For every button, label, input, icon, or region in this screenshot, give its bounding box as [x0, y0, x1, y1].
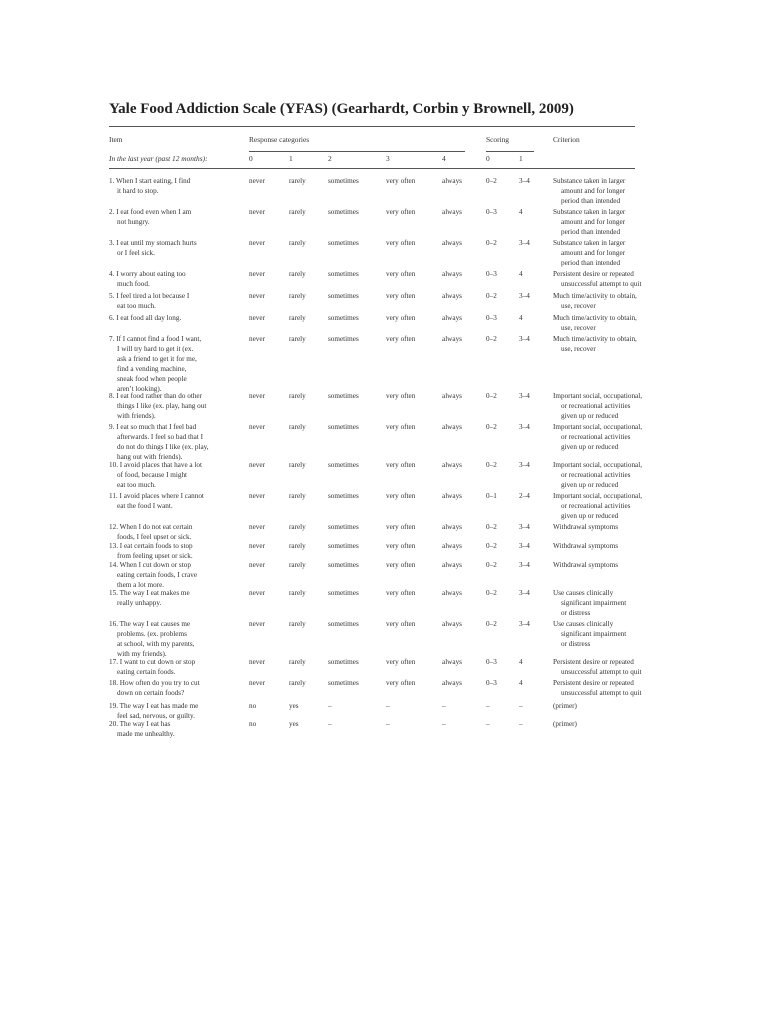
criterion-cell: Withdrawal symptoms [553, 542, 618, 550]
response-cell: very often [386, 542, 416, 550]
table-top-rule [109, 126, 635, 127]
criterion-cell: Persistent desire or repeated unsuccessful attempt to quit [553, 679, 642, 697]
scoring-cell: 3–4 [519, 335, 530, 343]
response-cell: never [249, 292, 265, 300]
criterion-cell: Use causes clinically significant impairment or distress [553, 589, 627, 617]
response-cell: rarely [289, 658, 306, 666]
response-cell: rarely [289, 335, 306, 343]
response-cell: rarely [289, 589, 306, 597]
header-bottom-rule [109, 168, 635, 169]
item-text: 1. When I start eating, I find it hard to stop. [109, 177, 191, 195]
response-cell: sometimes [328, 561, 359, 569]
scoring-cell: 0–1 [486, 492, 497, 500]
scoring-cell: 3–4 [519, 620, 530, 628]
response-col-header: 2 [328, 154, 332, 163]
response-cell: always [442, 270, 462, 278]
response-cell: always [442, 589, 462, 597]
response-cell: very often [386, 423, 416, 431]
item-text: 17. I want to cut down or stop eating certain foods. [109, 658, 196, 676]
criterion-cell: Important social, occupational, or recreational activities given up or reduced [553, 461, 643, 489]
response-cell: always [442, 542, 462, 550]
response-cell: sometimes [328, 679, 359, 687]
item-text: 14. When I cut down or stop eating certain foods, I crave them a lot more. [109, 561, 198, 589]
criterion-cell: Much time/activity to obtain, use, recover [553, 292, 637, 310]
scoring-cell: 4 [519, 679, 523, 687]
scoring-cell: 0–2 [486, 561, 497, 569]
response-cell: never [249, 314, 265, 322]
scoring-col-header: 1 [519, 154, 523, 163]
criterion-cell: Substance taken in larger amount and for longer period than intended [553, 239, 626, 267]
response-cell: sometimes [328, 335, 359, 343]
response-cell: sometimes [328, 542, 359, 550]
scoring-span-rule [486, 151, 534, 152]
response-cell: rarely [289, 423, 306, 431]
scoring-cell: – [519, 720, 523, 728]
criterion-cell: Persistent desire or repeated unsuccessful attempt to quit [553, 270, 642, 288]
response-cell: never [249, 177, 265, 185]
scoring-cell: 4 [519, 658, 523, 666]
response-cell: very often [386, 679, 416, 687]
scoring-cell: 3–4 [519, 392, 530, 400]
response-cell: never [249, 461, 265, 469]
response-col-header: 0 [249, 154, 253, 163]
scoring-cell: 0–3 [486, 679, 497, 687]
response-cell: always [442, 239, 462, 247]
item-text: 7. If I cannot find a food I want, I will try hard to get it (ex. ask a friend to get it for me, find a vending machine, sneak food when people aren’t looking). [109, 335, 202, 393]
response-cell: very often [386, 523, 416, 531]
item-text: 10. I avoid places that have a lot of food, because I might eat too much. [109, 461, 203, 489]
header-response-categories: Response categories [249, 135, 310, 144]
scoring-cell: 0–3 [486, 658, 497, 666]
response-cell: sometimes [328, 423, 359, 431]
scoring-cell: 0–3 [486, 208, 497, 216]
response-cell: sometimes [328, 620, 359, 628]
header-scoring: Scoring [486, 135, 509, 144]
response-cell: very often [386, 314, 416, 322]
response-cell: never [249, 239, 265, 247]
response-cell: always [442, 292, 462, 300]
scoring-cell: 3–4 [519, 292, 530, 300]
criterion-cell: Use causes clinically significant impairment or distress [553, 620, 627, 648]
response-cell: rarely [289, 292, 306, 300]
response-cell: very often [386, 292, 416, 300]
response-cell: never [249, 492, 265, 500]
scoring-cell: 0–2 [486, 239, 497, 247]
response-cell: yes [289, 702, 299, 710]
response-cell: sometimes [328, 589, 359, 597]
response-cell: always [442, 561, 462, 569]
response-cell: never [249, 270, 265, 278]
response-cell: rarely [289, 620, 306, 628]
response-cell: very often [386, 561, 416, 569]
scoring-cell: 3–4 [519, 239, 530, 247]
scoring-cell: 3–4 [519, 523, 530, 531]
scoring-cell: 4 [519, 314, 523, 322]
response-cell: no [249, 702, 257, 710]
item-text: 11. I avoid places where I cannot eat the food I want. [109, 492, 204, 510]
response-cell: never [249, 620, 265, 628]
response-cell: very often [386, 589, 416, 597]
criterion-cell: (primer) [553, 702, 577, 710]
scoring-cell: – [486, 720, 490, 728]
item-text: 5. I feel tired a lot because I eat too much. [109, 292, 190, 310]
scoring-cell: 0–2 [486, 620, 497, 628]
scoring-cell: 2–4 [519, 492, 530, 500]
response-cell: never [249, 658, 265, 666]
response-cell: sometimes [328, 292, 359, 300]
response-cell: – [442, 702, 446, 710]
item-text: 20. The way I eat has made me unhealthy. [109, 720, 175, 738]
item-text: 2. I eat food even when I am not hungry. [109, 208, 192, 226]
item-text: 4. I worry about eating too much food. [109, 270, 186, 288]
response-cell: always [442, 492, 462, 500]
response-cell: rarely [289, 679, 306, 687]
criterion-cell: Important social, occupational, or recreational activities given up or reduced [553, 492, 643, 520]
response-cell: always [442, 335, 462, 343]
page-title: Yale Food Addiction Scale (YFAS) (Gearhardt, Corbin y Brownell, 2009) [109, 101, 574, 117]
response-cell: always [442, 314, 462, 322]
response-cell: rarely [289, 542, 306, 550]
response-cell: sometimes [328, 177, 359, 185]
response-cell: sometimes [328, 461, 359, 469]
criterion-cell: Substance taken in larger amount and for longer period than intended [553, 177, 626, 205]
response-cell: rarely [289, 523, 306, 531]
scoring-cell: 3–4 [519, 423, 530, 431]
response-cell: yes [289, 720, 299, 728]
response-cell: very often [386, 461, 416, 469]
scoring-col-header: 0 [486, 154, 490, 163]
header-criterion: Criterion [553, 135, 580, 144]
scoring-cell: 0–2 [486, 461, 497, 469]
item-text: 16. The way I eat causes me problems. (ex. problems at school, with my parents, with my friends). [109, 620, 195, 658]
response-cell: sometimes [328, 523, 359, 531]
response-cell: always [442, 208, 462, 216]
item-text: 13. I eat certain foods to stop from feeling upset or sick. [109, 542, 193, 560]
scoring-cell: 0–2 [486, 177, 497, 185]
response-col-header: 1 [289, 154, 293, 163]
scoring-cell: 0–2 [486, 335, 497, 343]
header-item: Item [109, 135, 123, 144]
scoring-cell: 3–4 [519, 177, 530, 185]
criterion-cell: Withdrawal symptoms [553, 523, 618, 531]
item-text: 8. I eat food rather than do other things I like (ex. play, hang out with friends). [109, 392, 207, 420]
response-cell: never [249, 561, 265, 569]
response-col-header: 4 [442, 154, 446, 163]
item-text: 12. When I do not eat certain foods, I feel upset or sick. [109, 523, 193, 541]
item-text: 3. I eat until my stomach hurts or I feel sick. [109, 239, 197, 257]
response-cell: always [442, 461, 462, 469]
response-cell: – [328, 702, 332, 710]
criterion-cell: Much time/activity to obtain, use, recover [553, 335, 637, 353]
response-cell: always [442, 679, 462, 687]
scoring-cell: 0–2 [486, 423, 497, 431]
scoring-cell: 3–4 [519, 461, 530, 469]
scoring-cell: 0–2 [486, 542, 497, 550]
response-cell: always [442, 392, 462, 400]
scoring-cell: 0–2 [486, 392, 497, 400]
response-cell: rarely [289, 270, 306, 278]
response-cell: sometimes [328, 658, 359, 666]
response-cell: sometimes [328, 314, 359, 322]
response-cell: never [249, 589, 265, 597]
item-text: 18. How often do you try to cut down on certain foods? [109, 679, 200, 697]
response-cell: rarely [289, 177, 306, 185]
criterion-cell: (primer) [553, 720, 577, 728]
scoring-cell: – [486, 702, 490, 710]
response-cell: rarely [289, 208, 306, 216]
response-cell: never [249, 208, 265, 216]
response-cell: rarely [289, 461, 306, 469]
response-cell: rarely [289, 561, 306, 569]
item-text: 19. The way I eat has made me feel sad, nervous, or guilty. [109, 702, 199, 720]
scoring-cell: 0–2 [486, 292, 497, 300]
scoring-cell: 3–4 [519, 561, 530, 569]
response-cell: sometimes [328, 239, 359, 247]
response-cell: very often [386, 620, 416, 628]
header-period: In the last year (past 12 months): [109, 154, 208, 163]
response-cell: sometimes [328, 208, 359, 216]
response-cell: very often [386, 239, 416, 247]
response-cell: very often [386, 270, 416, 278]
response-cell: never [249, 679, 265, 687]
response-cell: – [328, 720, 332, 728]
response-cell: sometimes [328, 492, 359, 500]
response-cell: very often [386, 392, 416, 400]
scoring-cell: 0–3 [486, 270, 497, 278]
response-cell: very often [386, 492, 416, 500]
scoring-cell: 4 [519, 270, 523, 278]
response-cell: never [249, 423, 265, 431]
response-cell: sometimes [328, 392, 359, 400]
response-cell: always [442, 423, 462, 431]
response-cell: rarely [289, 314, 306, 322]
response-cell: rarely [289, 239, 306, 247]
response-cell: rarely [289, 392, 306, 400]
response-cell: never [249, 335, 265, 343]
response-cell: no [249, 720, 257, 728]
response-cell: always [442, 523, 462, 531]
response-cell: very often [386, 658, 416, 666]
response-cell: rarely [289, 492, 306, 500]
response-cell: never [249, 392, 265, 400]
scoring-cell: 0–2 [486, 589, 497, 597]
response-cell: – [442, 720, 446, 728]
scoring-cell: 3–4 [519, 589, 530, 597]
response-cell: never [249, 523, 265, 531]
criterion-cell: Substance taken in larger amount and for longer period than intended [553, 208, 626, 236]
response-col-header: 3 [386, 154, 390, 163]
scoring-cell: 3–4 [519, 542, 530, 550]
response-cell: always [442, 177, 462, 185]
response-cell: very often [386, 335, 416, 343]
criterion-cell: Important social, occupational, or recreational activities given up or reduced [553, 423, 643, 451]
response-span-rule [249, 151, 465, 152]
response-cell: never [249, 542, 265, 550]
response-cell: – [386, 720, 390, 728]
response-cell: very often [386, 208, 416, 216]
scoring-cell: 0–2 [486, 523, 497, 531]
criterion-cell: Important social, occupational, or recreational activities given up or reduced [553, 392, 643, 420]
scoring-cell: 0–3 [486, 314, 497, 322]
scoring-cell: – [519, 702, 523, 710]
criterion-cell: Withdrawal symptoms [553, 561, 618, 569]
response-cell: sometimes [328, 270, 359, 278]
item-text: 6. I eat food all day long. [109, 314, 182, 322]
criterion-cell: Much time/activity to obtain, use, recover [553, 314, 637, 332]
criterion-cell: Persistent desire or repeated unsuccessful attempt to quit [553, 658, 642, 676]
item-text: 9. I eat so much that I feel bad afterwards. I feel so bad that I do not do things I like (ex. play, hang out with friends). [109, 423, 209, 461]
response-cell: always [442, 658, 462, 666]
response-cell: very often [386, 177, 416, 185]
item-text: 15. The way I eat makes me really unhappy. [109, 589, 190, 607]
response-cell: – [386, 702, 390, 710]
response-cell: always [442, 620, 462, 628]
scoring-cell: 4 [519, 208, 523, 216]
